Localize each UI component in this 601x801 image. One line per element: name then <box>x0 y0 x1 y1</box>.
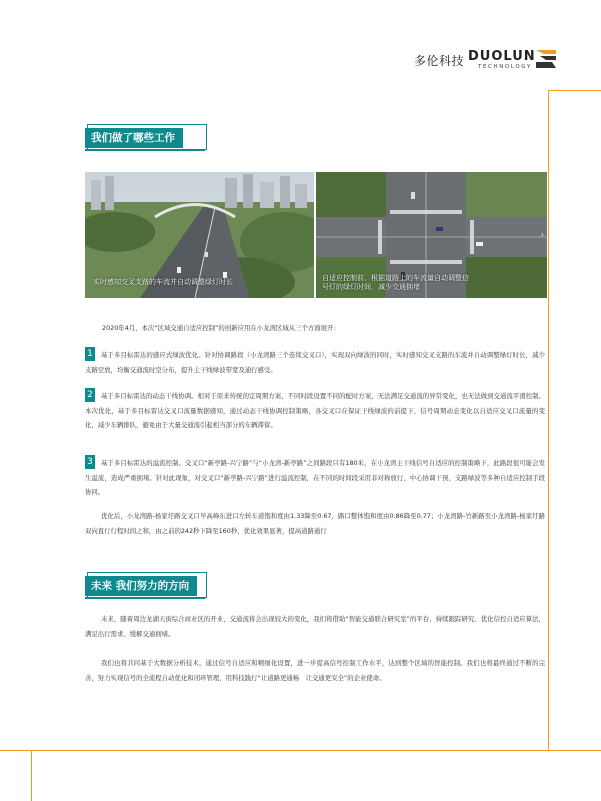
item-number-1: 1 <box>85 347 95 361</box>
photo-road-aerial <box>85 172 314 298</box>
intro-paragraph: 2020年4月，本次“区域交通自适应控制”的创新应用在小龙湾区域从三个方面展开： <box>102 324 340 332</box>
future-paragraph-2: 我们也将共同基于大数据分析技术，通过信号自适应和精细化设置，进一步提高信号控制工作水平，达到整个区域的智能控制。我们也将最终通过不断的完善，努力实现信号的全流程自动优化和闭环管理，用科技践行“让道路更通畅 让交通更安全”的企业使命。 <box>85 659 545 682</box>
section-heading-future <box>85 576 205 596</box>
photo-intersection-aerial <box>316 172 547 298</box>
photo-right-caption: 自适应控制前、根据道路上的车流量自动调整信号灯的绿灯时间，减少交通拥堵 <box>322 274 469 291</box>
photo-left-caption: 实时感知交叉支路的车流并自动调整绿灯时长 <box>93 278 233 286</box>
brand-en-subtitle: TECHNOLOGY <box>478 64 532 70</box>
section-heading-future-text: 未来 我们努力的方向 <box>85 576 197 596</box>
duolun-logo-icon <box>536 50 556 68</box>
frame-line-bottom <box>0 750 601 751</box>
item-text-1: 基于多目标雷达的感应式绿波优化。针对协调路段（小龙湾路三个连续交叉口），实现双向绿波的同时，实时感知交叉支路的车流并自动调整绿灯时长，减少支路空放，均衡交通流时空分布，提升主干线绿波带宽及通行感受。 <box>85 351 545 374</box>
frame-line-left <box>31 750 32 801</box>
item-text-2: 基于多目标雷达的动态干线协调。相对于原来传统的定周期方案，不同时段设置不同的配时方案，无法满足交通流的异常变化，也无法做到交通流平滑控制。本次优化，基于多目标雷达交叉口流量数据感知，通过动态干线协调控制策略，各交叉口在保证干线绿波的前提下，信号周期动态变化以自适应交叉口流量的变化，减少车辆排队，避免由于大量交通流引起相当部分的车辆滞留。 <box>85 392 545 429</box>
brand-cn-name: 多伦科技 <box>414 54 465 68</box>
item-text-3: 基于多目标雷达的溢流控制。交叉口“新亭路-兴宁路”与“小龙湾-新亭路”之间路段只有180米，在小龙湾主干线信号自适应的控制策略下，此路段很可能会发生溢流，造成严重拥堵。针对此现象，对交叉口“新亭路-兴宁路”进行溢流控制，在不同的时间段采用非对称放行、中心协调干预、支路绿波等多种自适应控制手段协同。 <box>85 459 545 496</box>
heading-underline <box>85 149 205 151</box>
brand-en-name: DUOLUN <box>468 49 536 64</box>
frame-line-right-lower <box>548 720 549 750</box>
heading-underline-2 <box>85 597 205 599</box>
item-number-2: 2 <box>85 388 95 402</box>
future-paragraph-1: 未来，随着周边龙湖天街综合商业区的开业，交通流将会出现较大的变化，我们将借助“智能交通联合研究室”的平台，持续跟踪研究，优化信控自适应算法，满足出行需求、缓解交通拥堵。 <box>85 615 545 638</box>
frame-line-top <box>548 90 601 91</box>
item-number-3: 3 <box>85 455 95 469</box>
result-paragraph: 优化后，小龙湾路-杨家圩路交叉口早高峰东进口左转车道饱和度由1.33降至0.67，路口整体饱和度由0.86降至0.77；小龙湾路-竹新路至小龙湾路-杨家圩路双向直行行程时间之和，由之前的242秒下降至160秒，优化效果显著，提高道路通行 <box>85 512 545 535</box>
section-heading-work-text: 我们做了哪些工作 <box>85 128 183 148</box>
section-heading-work <box>85 128 205 148</box>
chevron-right-icon: › <box>540 230 544 239</box>
frame-line-right <box>548 90 549 720</box>
